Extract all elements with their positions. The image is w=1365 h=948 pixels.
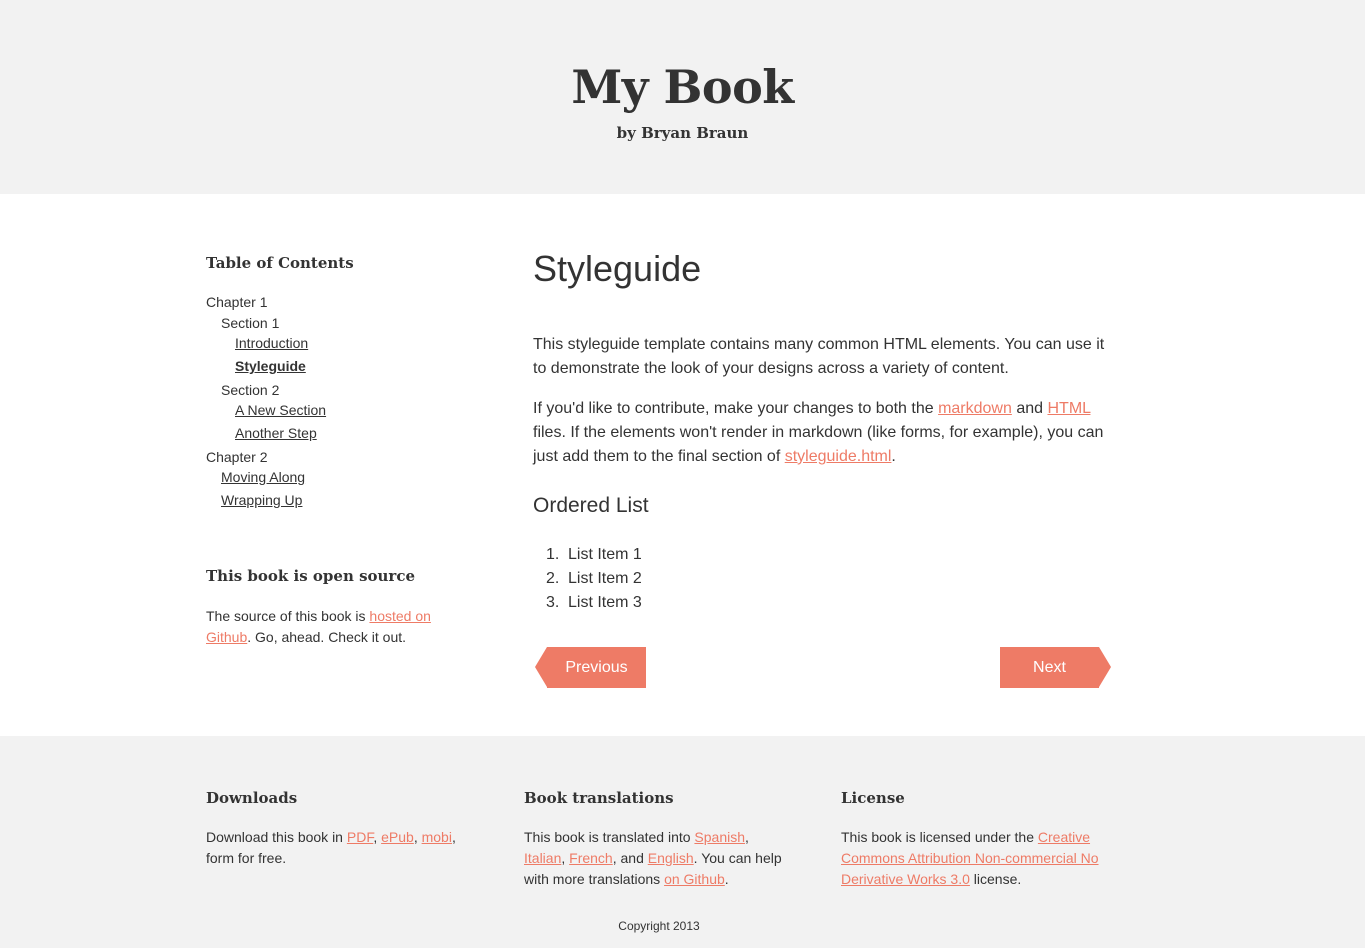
translations-text-before: This book is translated into — [524, 829, 695, 845]
license-link[interactable]: Creative Commons Attribution Non-commercial No Derivative Works 3.0 — [841, 829, 1099, 887]
intro-paragraph: This styleguide template contains many common HTML elements. You can use it to demonstrate the look of your designs across a variety of content. — [533, 336, 1105, 377]
copyright: Copyright 2013 — [618, 919, 700, 933]
downloads-text-after: , form for free. — [206, 829, 456, 866]
styleguide-html-link[interactable]: styleguide.html — [784, 448, 892, 465]
page-header — [0, 0, 1365, 194]
downloads-heading: Downloads — [206, 789, 298, 807]
list-number: 3. — [546, 594, 560, 611]
translations-sep: , and — [612, 850, 648, 866]
next-button[interactable]: Next — [1000, 647, 1099, 688]
list-item — [546, 594, 642, 612]
translations-heading: Book translations — [524, 789, 674, 807]
pdf-link[interactable]: PDF — [346, 829, 374, 845]
list-item-label: List Item 2 — [568, 570, 642, 587]
toc-link-wrapping-up[interactable]: Wrapping Up — [221, 492, 303, 508]
license-heading: License — [841, 789, 905, 807]
downloads-sep: , — [413, 829, 422, 845]
mobi-link[interactable]: mobi — [421, 829, 452, 845]
translations-sep: , — [745, 829, 749, 845]
license-text — [841, 827, 1111, 890]
toc-section-1: Section 1 — [221, 315, 280, 331]
list-item-label: List Item 1 — [568, 546, 642, 563]
downloads-sep: , — [373, 829, 382, 845]
toc-chapter-1: Chapter 1 — [206, 294, 268, 310]
contribute-text-2: files. If the elements won't render in markdown (like forms, for example), you can just add them to the final section of — [533, 424, 1104, 465]
translations-text — [524, 827, 794, 890]
open-source-text — [206, 606, 446, 648]
french-link[interactable]: French — [569, 850, 613, 866]
open-source-text-after: . Go, ahead. Check it out. — [247, 629, 407, 645]
contribute-text-and: and — [1011, 400, 1048, 417]
list-number: 1. — [546, 546, 560, 563]
toc-link-moving-along[interactable]: Moving Along — [221, 469, 306, 485]
epub-link[interactable]: ePub — [381, 829, 414, 845]
english-link[interactable]: English — [647, 850, 694, 866]
book-byline: by Bryan Braun — [616, 124, 749, 142]
translations-text-end: . — [724, 871, 729, 887]
page-title: Styleguide — [533, 248, 702, 289]
italian-link[interactable]: Italian — [524, 850, 562, 866]
previous-button[interactable]: Previous — [547, 647, 646, 688]
toc-section-2: Section 2 — [221, 382, 280, 398]
ordered-list-heading: Ordered List — [533, 494, 649, 517]
license-text-before: This book is licensed under the — [841, 829, 1038, 845]
spanish-link[interactable]: Spanish — [694, 829, 746, 845]
list-item — [546, 570, 642, 588]
page-footer — [0, 736, 1365, 948]
list-number: 2. — [546, 570, 560, 587]
contribute-text-end: . — [891, 448, 896, 465]
markdown-link[interactable]: markdown — [938, 400, 1012, 417]
translations-sep: , — [561, 850, 570, 866]
toc-link-another-step[interactable]: Another Step — [235, 425, 317, 441]
toc-link-a-new-section[interactable]: A New Section — [235, 402, 327, 418]
github-source-link[interactable]: hosted on Github — [206, 608, 431, 645]
contribute-text-1: If you'd like to contribute, make your changes to both the — [533, 400, 939, 417]
toc-chapter-2: Chapter 2 — [206, 449, 268, 465]
main-area — [0, 194, 1365, 736]
list-item — [546, 546, 642, 564]
toc-link-styleguide[interactable]: Styleguide — [235, 358, 306, 374]
translations-text-mid: . You can help with more translations — [524, 850, 782, 887]
contribute-paragraph — [533, 397, 1113, 469]
translations-github-link[interactable]: on Github — [664, 871, 725, 887]
book-title: My Book — [571, 60, 794, 114]
html-link[interactable]: HTML — [1047, 400, 1091, 417]
downloads-text-before: Download this book in — [206, 829, 347, 845]
license-text-after: license. — [969, 871, 1022, 887]
open-source-heading: This book is open source — [206, 567, 416, 585]
list-item-label: List Item 3 — [568, 594, 642, 611]
toc-link-introduction[interactable]: Introduction — [235, 335, 309, 351]
open-source-text-before: The source of this book is — [206, 608, 370, 624]
toc-heading: Table of Contents — [206, 254, 354, 272]
downloads-text — [206, 827, 476, 869]
